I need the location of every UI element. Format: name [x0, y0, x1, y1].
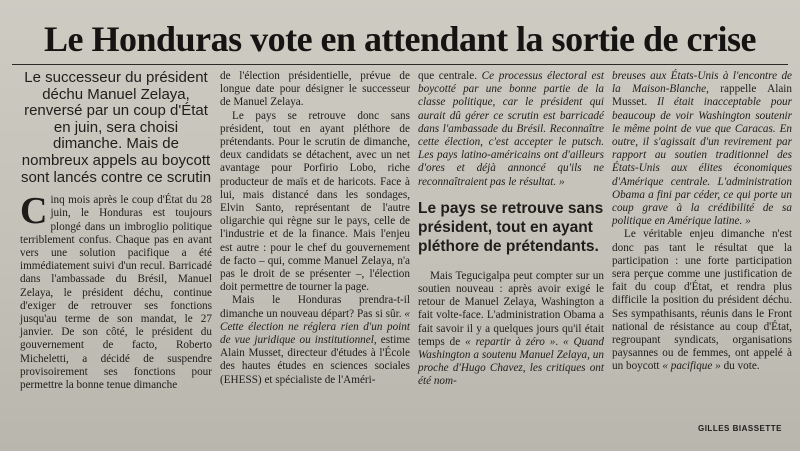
headline-rule	[12, 64, 788, 65]
text-run: , rappelle Alain Musset.	[612, 83, 792, 109]
quote-run: « pacifique »	[662, 360, 721, 373]
paragraph: de l'élection présidentielle, prévue de longue date pour désigner le successeur de Manuel Zelaya.	[220, 70, 410, 109]
pull-quote: Le pays se retrouve sans président, tout en ayant pléthore de prétendants.	[418, 199, 604, 255]
quote-run: « Cette élection ne réglera rien d'un point de vue juridique ou institutionnel	[220, 307, 410, 347]
column-3	[418, 70, 604, 389]
paragraph	[612, 228, 792, 373]
paragraph	[612, 70, 792, 228]
text-run: Mais Tegucigalpa peut compter sur un soutien nouveau : après avoir exigé le retour de Manuel Zelaya, Washington a fait volte-face. L'administration Obama a fait savoir il y a quelques jours qu'il était temps de	[418, 269, 604, 348]
article-opening	[20, 190, 212, 392]
text-run: .	[555, 335, 564, 348]
quote-run: Il était inacceptable pour beaucoup de voir Washington soutenir le même point de vue que Caracas. En outre, il s'agissait d'un revirement par rapport au soutien traditionnel des États-Unis aux élites économiques d'Amérique centrale. L'administration Obama a fini par céder, ce qui porte un coup grave à la crédibilité de sa politique en Amérique latine. »	[612, 96, 792, 228]
column-4	[612, 70, 792, 374]
quote-run: breuses aux États-Unis à l'encontre de la Maison-Blanche	[612, 70, 792, 96]
quote-run: Ce processus électoral est boycotté par une bonne partie de la classe politique, car le président qui aurait dû gérer ce scrutin est barricadé dans l'ambassade du Brésil. Reconnaître cette élection, c'est accepter le putsch. Les pays latino-américains ont d'ailleurs d'ores et déjà annoncé qu'ils ne reconnaîtraient pas le résultat. »	[418, 70, 604, 188]
paragraph	[220, 294, 410, 386]
text-run: que centrale.	[418, 70, 482, 82]
opening-text: inq mois après le coup d'État du 28 juin, le Honduras est toujours plongé dans un imbroglio politique terriblement confus. Chaque pas en avant vers une solution pacifique a été immédiatement suivi d'un recul. Barricadé dans l'ambassade du Brésil, Manuel Zelaya, le président déchu, continue d'exiger de retrouver ses fonctions jusqu'au terme de son mandat, le 27 janvier. De son côté, le président du gouvernement de facto, Roberto Micheletti, a décidé de suspendre provisoirement ses fonctions pour permettre la bonne tenue dimanche	[20, 194, 212, 391]
paragraph	[418, 270, 604, 389]
text-run: Le véritable enjeu dimanche n'est donc pas tant le résultat que la participation : une forte participation sera perçue comme une justification de fait du coup d'État, et rendra plus difficile la position du président déchu. Ses sympathisants, réunis dans le Front national de résistance au coup d'État, regroupant syndicats, organisations paysannes ou de femmes, ont appelé à un boycott	[612, 228, 792, 373]
paragraph	[418, 70, 604, 189]
drop-cap: C	[20, 190, 48, 233]
quote-run: « repartir à zéro »	[465, 335, 556, 348]
paragraph: Le pays se retrouve donc sans président, tout en ayant pléthore de prétendants. Pour le scrutin de dimanche, deux candidats se détachent, avec un net avantage pour Porfirio Lobo, riche producteur de maïs et de haricots. Face à lui, mais distancé dans les sondages, Elvin Santo, représentant de l'autre oligarchie qui règne sur le pays, celle de l'industrie et de la finance. Mais l'enjeu est autre : pour le chef du gouvernement de facto – qui, comme Manuel Zelaya, n'a pas le droit de se présenter –, l'élection doit permettre de tourner la page.	[220, 109, 410, 294]
column-2	[220, 70, 410, 387]
quote-run: « Quand Washington a soutenu Manuel Zelaya, un proche d'Hugo Chavez, les critiques ont été nom-	[418, 335, 604, 388]
column-1	[20, 70, 212, 392]
text-run: du vote.	[720, 360, 760, 373]
byline: GILLES BIASSETTE	[697, 424, 782, 433]
headline: Le Honduras vote en attendant la sortie de crise	[44, 19, 756, 59]
text-run: , estime Alain Musset, directeur d'études à l'École des hautes études en sciences sociales (EHESS) et spécialiste de l'Améri-	[220, 334, 410, 386]
lede: Le successeur du président déchu Manuel Zelaya, renversé par un coup d'État en juin, sera choisi dimanche. Mais de nombreux appels au boycott sont lancés contre ce scrutin	[20, 69, 212, 186]
text-run: Mais le Honduras prendra-t-il dimanche un nouveau départ? Pas si sûr.	[220, 294, 410, 320]
